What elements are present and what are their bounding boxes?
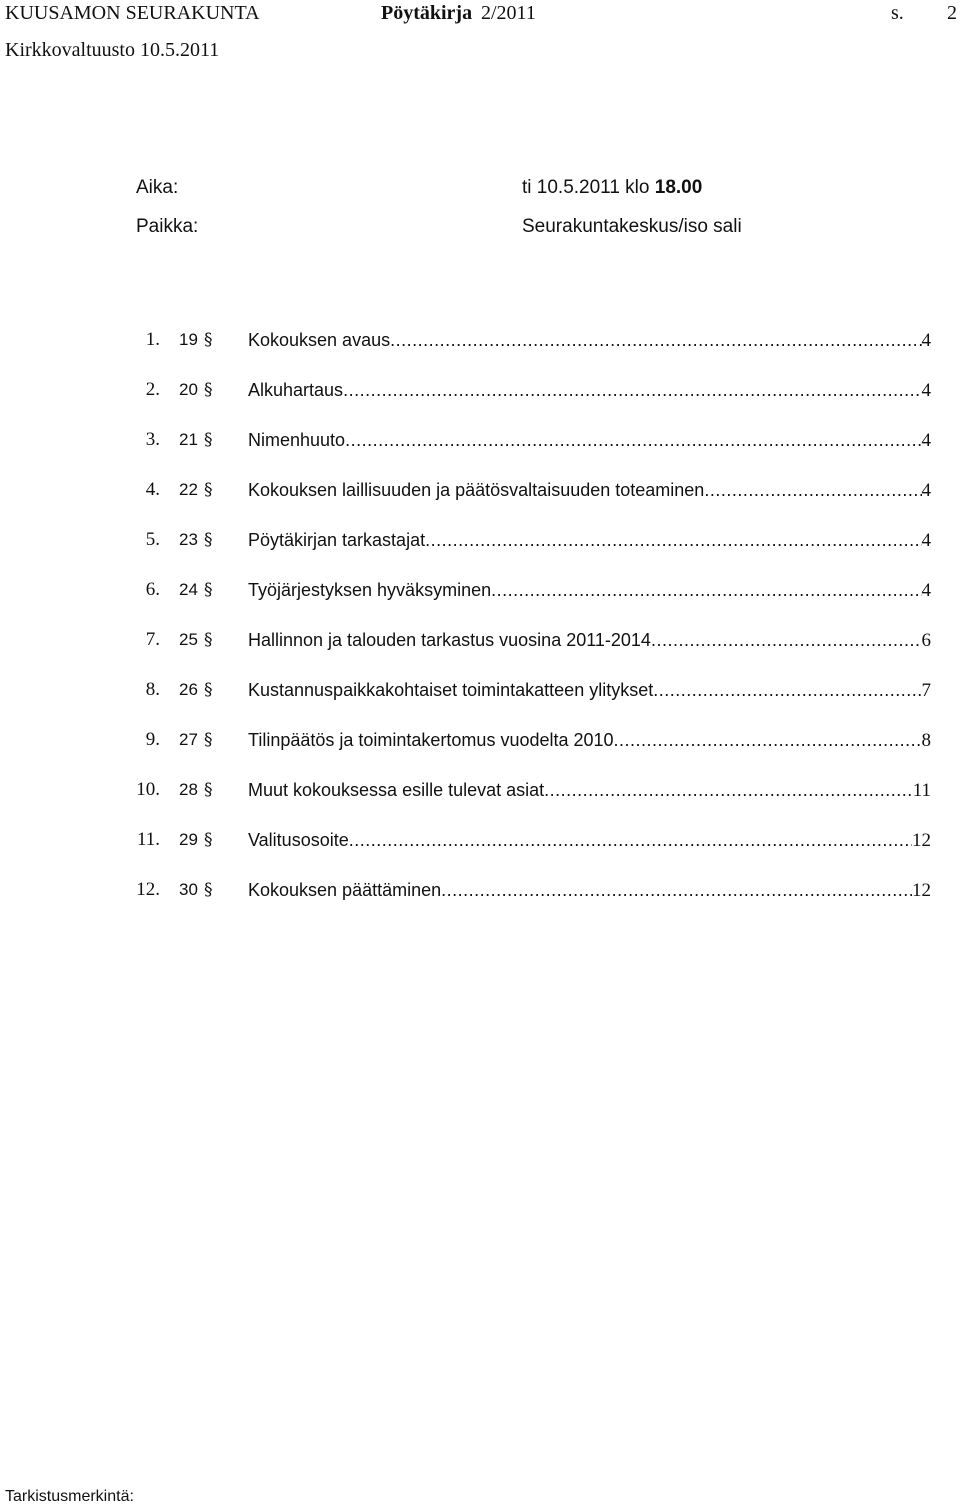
toc-title: Hallinnon ja talouden tarkastus vuosina 2011-2014 [248, 630, 651, 650]
toc-index: 1. [145, 329, 160, 350]
time-date: ti 10.5.2011 klo [522, 177, 650, 198]
toc-section-number: 30 [179, 880, 198, 899]
toc-dots [345, 427, 921, 453]
place-label: Paikka: [136, 216, 199, 237]
section-sign: § [204, 580, 213, 600]
toc-section-number: 22 [179, 480, 198, 499]
toc-title: Nimenhuuto [248, 430, 346, 450]
toc-index: 10. [136, 779, 160, 800]
toc-leader-line [248, 527, 931, 554]
toc-row[interactable] [0, 577, 960, 603]
check-mark-label: Tarkistusmerkintä: [5, 1488, 134, 1505]
toc-section-number: 29 [179, 830, 198, 849]
toc-dots [343, 377, 921, 403]
section-sign: § [204, 530, 213, 550]
toc-title: Muut kokouksessa esille tulevat asiat [248, 780, 545, 800]
toc-index: 7. [145, 629, 160, 650]
toc-page: 8 [921, 730, 931, 751]
toc-section-number: 26 [179, 680, 198, 699]
toc-page: 7 [921, 680, 931, 701]
section-sign: § [204, 380, 213, 400]
toc-title: Kustannuspaikkakohtaiset toimintakatteen ylitykset [248, 680, 654, 700]
organization-name: KUUSAMON SEURAKUNTA [5, 2, 260, 24]
toc-row[interactable] [0, 627, 960, 653]
document-title: Pöytäkirja [381, 2, 473, 24]
toc-index: 8. [145, 679, 160, 700]
toc-leader-line [248, 327, 931, 354]
toc-title: Pöytäkirjan tarkastajat [248, 530, 426, 550]
toc-leader-line [248, 477, 931, 504]
toc-dots [441, 877, 912, 903]
toc-dots [390, 327, 921, 353]
toc-page: 4 [921, 580, 931, 601]
toc-leader-line [248, 377, 931, 404]
toc-title: Kokouksen laillisuuden ja päätösvaltaisuuden toteaminen [248, 480, 705, 500]
toc-section-number: 19 [179, 330, 198, 349]
toc-dots [653, 677, 921, 703]
toc-section-number: 20 [179, 380, 198, 399]
toc-dots [614, 727, 922, 753]
toc-leader-line [248, 577, 931, 604]
toc-section-number: 24 [179, 580, 198, 599]
toc-row[interactable] [0, 327, 960, 353]
toc-dots [349, 827, 912, 853]
toc-page: 4 [921, 330, 931, 351]
toc-index: 6. [145, 579, 160, 600]
toc-row[interactable] [0, 527, 960, 553]
section-sign: § [204, 730, 213, 750]
section-sign: § [204, 630, 213, 650]
toc-page: 12 [912, 830, 931, 851]
toc-leader-line [248, 827, 931, 854]
toc-index: 11. [136, 829, 160, 850]
toc-row[interactable] [0, 777, 960, 803]
section-sign: § [204, 680, 213, 700]
document-number: 2/2011 [481, 2, 536, 24]
toc-dots [704, 477, 921, 503]
toc-page: 6 [921, 630, 931, 651]
toc-section-number: 21 [179, 430, 198, 449]
toc-dots [491, 577, 921, 603]
toc-page: 4 [921, 430, 931, 451]
time-label: Aika: [136, 177, 179, 198]
toc-section-number: 25 [179, 630, 198, 649]
toc-leader-line [248, 877, 931, 904]
toc-title: Kokouksen päättäminen [248, 880, 442, 900]
toc-page: 4 [921, 480, 931, 501]
toc-index: 4. [145, 479, 160, 500]
toc-page: 4 [921, 530, 931, 551]
toc-row[interactable] [0, 477, 960, 503]
place-value: Seurakuntakeskus/iso sali [522, 216, 742, 237]
page-label: s. [891, 2, 904, 24]
toc-row[interactable] [0, 827, 960, 853]
toc-title: Alkuhartaus [248, 380, 344, 400]
meeting-body-and-date: Kirkkovaltuusto 10.5.2011 [5, 39, 220, 61]
toc-dots [651, 627, 922, 653]
toc-page: 4 [921, 380, 931, 401]
section-sign: § [204, 480, 213, 500]
section-sign: § [204, 780, 213, 800]
page-number: 2 [947, 2, 957, 24]
section-sign: § [204, 330, 213, 350]
toc-index: 5. [145, 529, 160, 550]
toc-section-number: 28 [179, 780, 198, 799]
toc-row[interactable] [0, 877, 960, 903]
section-sign: § [204, 430, 213, 450]
toc-page: 12 [912, 880, 931, 901]
toc-leader-line [248, 677, 931, 704]
toc-title: Tilinpäätös ja toimintakertomus vuodelta 2010 [248, 730, 614, 750]
toc-leader-line [248, 627, 931, 654]
toc-index: 12. [136, 879, 160, 900]
toc-section-number: 27 [179, 730, 198, 749]
toc-dots [425, 527, 921, 553]
section-sign: § [204, 880, 213, 900]
toc-leader-line [248, 427, 931, 454]
toc-index: 2. [145, 379, 160, 400]
toc-title: Kokouksen avaus [248, 330, 391, 350]
section-sign: § [204, 830, 213, 850]
toc-row[interactable] [0, 427, 960, 453]
toc-title: Valitusosoite [248, 830, 349, 850]
toc-page: 11 [912, 780, 931, 801]
toc-index: 9. [145, 729, 160, 750]
toc-leader-line [248, 777, 931, 804]
toc-row[interactable] [0, 377, 960, 403]
time-value [522, 176, 702, 200]
toc-title: Työjärjestyksen hyväksyminen [248, 580, 492, 600]
toc-index: 3. [145, 429, 160, 450]
toc-row[interactable] [0, 677, 960, 703]
toc-leader-line [248, 727, 931, 754]
time-hour: 18.00 [654, 177, 703, 198]
toc-dots [544, 777, 913, 803]
toc-section-number: 23 [179, 530, 198, 549]
toc-row[interactable] [0, 727, 960, 753]
